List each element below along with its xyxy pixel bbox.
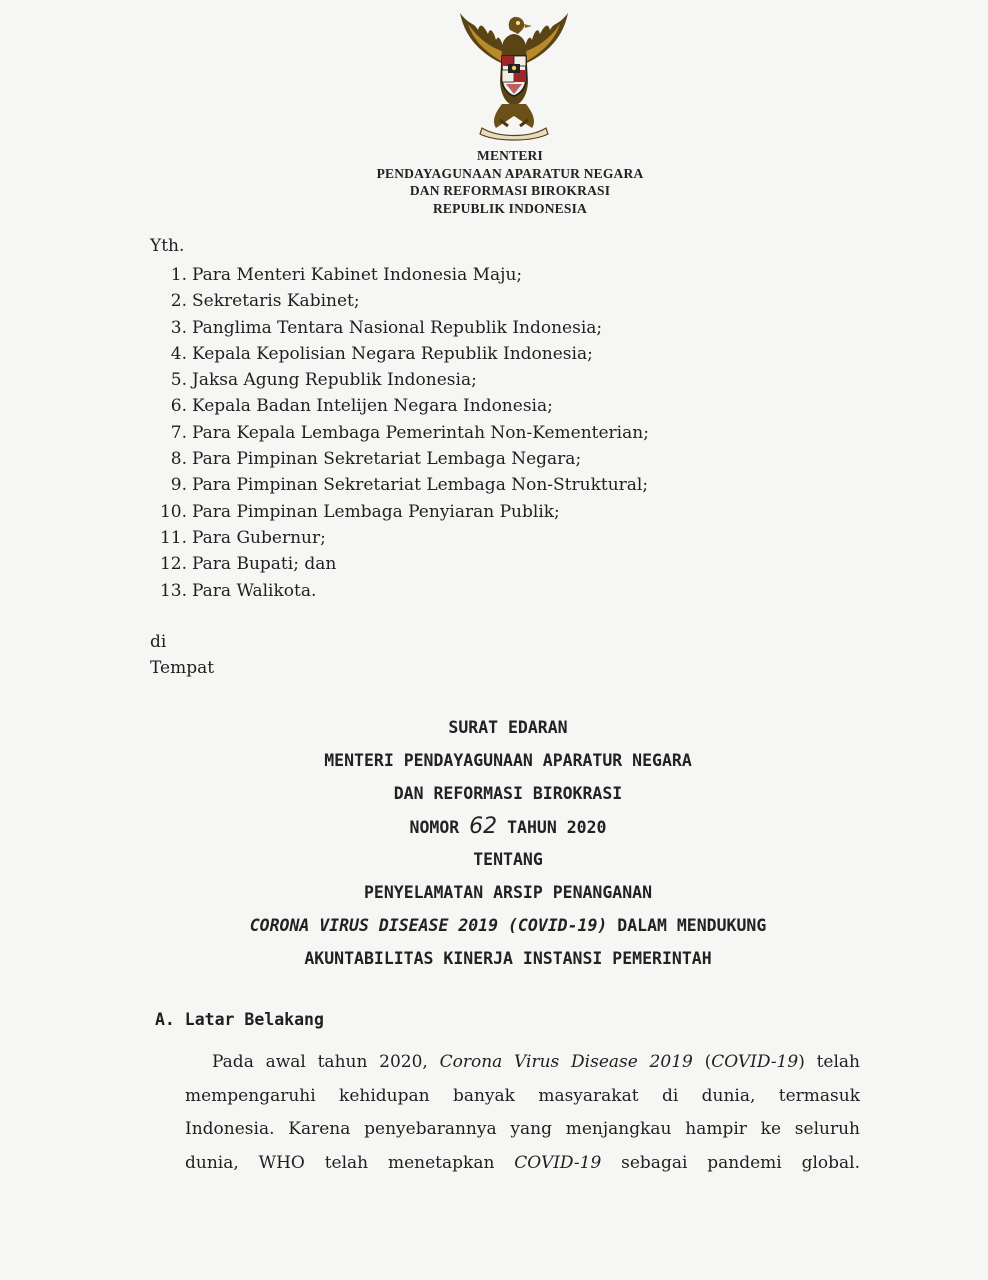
list-item-number: 10. [159, 501, 187, 522]
list-item-text: Jaksa Agung Republik Indonesia; [192, 370, 477, 391]
title-line: MENTERI PENDAYAGUNAAN APARATUR NEGARA [324, 751, 692, 770]
list-item-number: 11. [159, 527, 187, 548]
text-run: COVID-19 [514, 1152, 602, 1173]
text-run: dunia, WHO telah menetapkan [185, 1152, 495, 1173]
list-item-number: 4. [170, 343, 187, 364]
list-item-number: 13. [159, 580, 187, 601]
title-number-line [0, 815, 988, 848]
paragraph-line: mempengaruhi kehidupan banyak masyarakat di dunia, termasuk [185, 1085, 860, 1106]
letterhead-line: DAN REFORMASI BIROKRASI [409, 183, 611, 199]
section-heading: A. Latar Belakang [155, 1010, 324, 1029]
list-item-text: Para Walikota. [192, 580, 317, 601]
title-line: PENYELAMATAN ARSIP PENANGANAN [363, 883, 653, 902]
list-item-number: 3. [170, 317, 187, 338]
text-run: sebagai pandemi global. [621, 1152, 861, 1173]
handwritten-number: 62 [469, 814, 498, 839]
salutation: Yth. [150, 236, 185, 256]
body-paragraph [185, 1046, 860, 1180]
list-item-number: 9. [170, 475, 187, 496]
title-rest-part: DALAM MENDUKUNG [617, 916, 767, 935]
addressee-place: Tempat [150, 658, 215, 678]
number-prefix: NOMOR [409, 818, 460, 837]
list-item-text: Para Kepala Lembaga Pemerintah Non-Kementerian; [192, 422, 649, 443]
letterhead-line: MENTERI [477, 148, 543, 163]
list-item-text: Kepala Kepolisian Negara Republik Indonesia; [192, 343, 593, 364]
list-item-text: Kepala Badan Intelijen Negara Indonesia; [192, 396, 553, 417]
addressee-di: di [150, 632, 167, 652]
list-item-number: 8. [170, 449, 187, 470]
text-run: Pada awal tahun 2020, [212, 1052, 428, 1072]
list-item-number: 12. [159, 554, 187, 575]
list-item-text: Para Menteri Kabinet Indonesia Maju; [192, 265, 523, 285]
garuda-emblem-icon [448, 8, 580, 143]
title-line: DAN REFORMASI BIROKRASI [393, 784, 623, 803]
list-item-text: Sekretaris Kabinet; [192, 291, 360, 312]
list-item-number: 2. [170, 291, 187, 312]
paragraph-line: Indonesia. Karena penyebarannya yang menjangkau hampir ke seluruh [185, 1119, 860, 1139]
list-item-number: 7. [170, 422, 187, 443]
number-suffix: TAHUN 2020 [507, 818, 607, 837]
list-item-text: Para Pimpinan Sekretariat Lembaga Negara; [192, 449, 582, 470]
letterhead-line: REPUBLIK INDONESIA [432, 200, 587, 216]
text-run: ) telah [798, 1052, 861, 1072]
letterhead [0, 147, 988, 217]
list-item-number: 5. [170, 370, 187, 391]
title-line: TENTANG [473, 850, 543, 869]
list-item-number: 1. [170, 265, 187, 285]
title-line: AKUNTABILITAS KINERJA INSTANSI PEMERINTAH [304, 949, 712, 968]
list-item-text: Para Bupati; dan [192, 554, 337, 575]
document-title [0, 716, 988, 980]
list-item-number: 6. [170, 396, 187, 417]
title-line: SURAT EDARAN [448, 718, 568, 737]
list-item-text: Para Gubernur; [192, 527, 326, 548]
list-item-text: Para Pimpinan Sekretariat Lembaga Non-Struktural; [192, 475, 649, 496]
letterhead-line: PENDAYAGUNAAN APARATUR NEGARA [376, 165, 644, 181]
paragraph-line [185, 1147, 860, 1181]
text-run: Corona Virus Disease 2019 [439, 1052, 693, 1072]
text-run: COVID-19 [711, 1052, 799, 1072]
text-run: ( [704, 1052, 712, 1072]
title-italic-part: CORONA VIRUS DISEASE 2019 (COVID-19) [249, 916, 608, 935]
paragraph-line [185, 1046, 860, 1080]
list-item-text: Panglima Tentara Nasional Republik Indonesia; [192, 317, 603, 338]
title-line [0, 914, 988, 947]
list-item-text: Para Pimpinan Lembaga Penyiaran Publik; [192, 501, 560, 522]
